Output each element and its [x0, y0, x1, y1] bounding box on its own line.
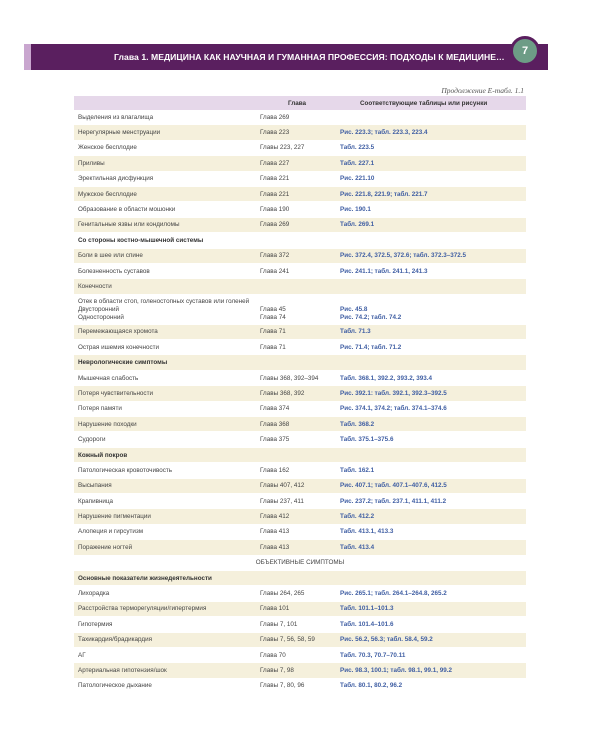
symptom-cell: Нарушение пигментации	[78, 513, 151, 521]
reference-cell: Рис. 237.2; табл. 237.1, 411.1, 411.2	[340, 497, 447, 505]
table-row	[74, 141, 526, 156]
section-title: Со стороны костно-мышечной системы	[78, 236, 204, 244]
chapter-cell: Глава 375	[260, 436, 290, 444]
symptoms-table	[74, 96, 526, 694]
symptom-cell: Выделения из влагалища	[78, 113, 154, 121]
section-row	[74, 571, 526, 586]
table-row	[74, 602, 526, 617]
chapter-cell: Глава 221	[260, 175, 290, 183]
reference-cell: Табл. 368.1, 392.2, 393.2, 393.4	[340, 374, 432, 382]
reference-cell: Рис. 190.1	[340, 206, 371, 214]
table-row	[74, 494, 526, 509]
chapter-cell: Глава 413	[260, 543, 290, 551]
reference-cell: Табл. 269.1	[340, 221, 375, 229]
table-row	[74, 679, 526, 694]
table-row	[74, 432, 526, 447]
header-col-references: Соответствующие таблицы или рисунки	[360, 99, 488, 107]
symptom-cell: Крапивница	[78, 497, 114, 505]
reference-cell: Табл. 162.1	[340, 466, 375, 474]
chapter-cell: Глава 101	[260, 605, 290, 613]
section-title: Основные показатели жизнедеятельности	[78, 574, 212, 582]
reference-cell: Рис. 71.4; табл. 71.2	[340, 343, 402, 351]
chapter-line: Глава 45	[260, 305, 286, 313]
symptom-cell: Лихорадка	[78, 590, 110, 598]
table-row	[74, 279, 526, 294]
chapter-cell: Главы 407, 412	[260, 482, 305, 490]
table-row	[74, 172, 526, 187]
chapter-cell: Глава 368	[260, 420, 290, 428]
chapter-cell: Глава 413	[260, 528, 290, 536]
reference-cell: Рис. 223.3; табл. 223.3, 223.4	[340, 129, 428, 137]
chapter-cell: Главы 264, 265	[260, 590, 305, 598]
chapter-header	[24, 44, 572, 70]
symptom-cell: Судороги	[78, 436, 106, 444]
chapter-cell	[260, 295, 340, 322]
symptom-line: Отек в области стоп, голеностопных суставов или голеней	[78, 297, 250, 305]
reference-cell: Табл. 368.2	[340, 420, 375, 428]
chapter-cell: Главы 368, 392–394	[260, 374, 319, 382]
symptom-cell: Расстройства терморегуляции/гипертермия	[78, 605, 207, 613]
table-row-multiline	[74, 295, 526, 325]
table-row	[74, 340, 526, 355]
symptom-cell: Гипотермия	[78, 620, 113, 628]
reference-cell: Рис. 374.1, 374.2; табл. 374.1–374.6	[340, 405, 447, 413]
symptom-cell: Нарушение походки	[78, 420, 137, 428]
table-row	[74, 264, 526, 279]
chapter-cell: Главы 237, 411	[260, 497, 304, 505]
reference-cell: Рис. 265.1; табл. 264.1–264.8, 265.2	[340, 590, 447, 598]
symptom-cell: Боли в шее или спине	[78, 252, 143, 260]
table-row	[74, 125, 526, 140]
symptom-line: Односторонний	[78, 313, 124, 321]
reference-cell	[340, 295, 526, 322]
reference-cell: Табл. 227.1	[340, 159, 375, 167]
header-col-chapter: Глава	[288, 99, 307, 107]
chapter-title: Глава 1. МЕДИЦИНА КАК НАУЧНАЯ И ГУМАННАЯ ПРОФЕССИЯ: ПОДХОДЫ К МЕДИЦИНЕ…	[114, 52, 505, 62]
chapter-cell: Главы 7, 80, 96	[260, 682, 305, 690]
symptom-cell: Нерегулярные менструации	[78, 129, 161, 137]
symptom-cell: Потеря памяти	[78, 405, 122, 413]
header-accent-stripe	[24, 44, 31, 70]
reference-cell: Рис. 392.1: табл. 392.1, 392.3–392.5	[340, 389, 447, 397]
section-row	[74, 355, 526, 370]
reference-cell: Табл. 413.4	[340, 543, 375, 551]
reference-line: Рис. 74.2; табл. 74.2	[340, 313, 402, 321]
symptom-cell: Потеря чувствительности	[78, 389, 153, 397]
chapter-cell: Глава 221	[260, 190, 290, 198]
table-row	[74, 249, 526, 264]
symptom-cell: Конечности	[78, 282, 112, 290]
symptom-cell: Патологическое дыхание	[78, 682, 152, 690]
reference-cell: Табл. 223.5	[340, 144, 375, 152]
chapter-cell: Глава 374	[260, 405, 290, 413]
table-row	[74, 202, 526, 217]
table-row	[74, 633, 526, 648]
table-row	[74, 156, 526, 171]
chapter-line: Глава 74	[260, 313, 286, 321]
chapter-cell: Главы 7, 101	[260, 620, 298, 628]
table-caption: Продолжение Е-табл. 1.1	[441, 86, 524, 95]
reference-cell: Табл. 412.2	[340, 513, 375, 521]
symptom-cell: Перемежающаяся хромота	[78, 328, 158, 336]
page-number: 7	[510, 36, 540, 66]
reference-cell: Табл. 375.1–375.6	[340, 436, 394, 444]
table-header	[74, 96, 526, 110]
section-row	[74, 448, 526, 463]
table-row	[74, 479, 526, 494]
table-row	[74, 386, 526, 401]
reference-line: Рис. 45.8	[340, 305, 368, 313]
table-row	[74, 648, 526, 663]
chapter-cell: Главы 368, 392	[260, 389, 305, 397]
section-row	[74, 233, 526, 248]
symptom-cell: АГ	[78, 651, 86, 659]
symptom-cell: Острая ишемия конечности	[78, 343, 160, 351]
reference-cell: Рис. 241.1; табл. 241.1, 241.3	[340, 267, 428, 275]
symptom-cell: Генитальные язвы или кондиломы	[78, 221, 180, 229]
part-title-row	[74, 556, 526, 571]
table-row	[74, 402, 526, 417]
chapter-cell: Глава 223	[260, 129, 290, 137]
chapter-cell: Главы 7, 98	[260, 666, 294, 674]
chapter-cell: Глава 372	[260, 252, 290, 260]
reference-cell: Табл. 71.3	[340, 328, 371, 336]
symptom-cell: Тахикардия/брадикардия	[78, 636, 152, 644]
reference-cell: Рис. 98.3, 100.1; табл. 98.1, 99.1, 99.2	[340, 666, 453, 674]
chapter-cell: Глава 162	[260, 466, 290, 474]
chapter-cell: Глава 412	[260, 513, 290, 521]
symptom-cell: Образование в области мошонки	[78, 206, 176, 214]
table-row	[74, 509, 526, 524]
reference-cell: Рис. 407.1; табл. 407.1–407.6, 412.5	[340, 482, 447, 490]
chapter-cell: Главы 7, 56, 58, 59	[260, 636, 315, 644]
reference-cell: Табл. 70.3, 70.7–70.11	[340, 651, 406, 659]
table-row	[74, 525, 526, 540]
chapter-cell: Глава 227	[260, 159, 290, 167]
symptom-cell: Болезненность суставов	[78, 267, 150, 275]
chapter-cell: Глава 269	[260, 221, 290, 229]
reference-cell: Рис. 221.8, 221.9; табл. 221.7	[340, 190, 428, 198]
symptom-cell: Мышечная слабость	[78, 374, 139, 382]
table-row	[74, 110, 526, 125]
reference-cell: Табл. 101.4–101.6	[340, 620, 394, 628]
symptom-cell: Поражение ногтей	[78, 543, 133, 551]
table-row	[74, 218, 526, 233]
symptom-cell: Алопеция и гирсутизм	[78, 528, 144, 536]
table-row	[74, 417, 526, 432]
symptom-line: Двусторонний	[78, 305, 120, 313]
symptom-cell: Женское бесплодие	[78, 144, 137, 152]
reference-cell: Табл. 80.1, 80.2, 96.2	[340, 682, 403, 690]
table-row	[74, 540, 526, 555]
symptom-cell: Эректильная дисфункция	[78, 175, 154, 183]
reference-cell: Рис. 56.2, 56.3; табл. 58.4, 59.2	[340, 636, 433, 644]
section-title: Кожный покров	[78, 451, 128, 459]
symptom-cell: Мужское бесплодие	[78, 190, 137, 198]
chapter-cell: Глава 269	[260, 113, 290, 121]
table-row	[74, 586, 526, 601]
table-row	[74, 463, 526, 478]
chapter-cell: Глава 71	[260, 343, 286, 351]
chapter-cell: Глава 190	[260, 206, 290, 214]
reference-cell: Табл. 101.1–101.3	[340, 605, 394, 613]
chapter-cell: Глава 71	[260, 328, 286, 336]
table-row	[74, 325, 526, 340]
symptom-cell	[74, 295, 260, 322]
symptom-cell: Патологическая кровоточивость	[78, 466, 173, 474]
table-row	[74, 371, 526, 386]
section-title: Неврологические симптомы	[78, 359, 168, 367]
reference-cell: Рис. 221.10	[340, 175, 375, 183]
symptom-cell: Приливы	[78, 159, 105, 167]
chapter-cell: Глава 70	[260, 651, 286, 659]
chapter-cell: Главы 223, 227	[260, 144, 305, 152]
chapter-cell: Глава 241	[260, 267, 290, 275]
reference-cell: Табл. 413.1, 413.3	[340, 528, 394, 536]
table-row	[74, 187, 526, 202]
part-title: ОБЪЕКТИВНЫЕ СИМПТОМЫ	[255, 559, 345, 567]
table-row	[74, 617, 526, 632]
table-row	[74, 663, 526, 678]
reference-cell: Рис. 372.4, 372.5, 372.6; табл. 372.3–372.5	[340, 252, 467, 260]
symptom-cell: Артериальная гипотензия/шок	[78, 666, 167, 674]
symptom-cell: Высыпания	[78, 482, 112, 490]
